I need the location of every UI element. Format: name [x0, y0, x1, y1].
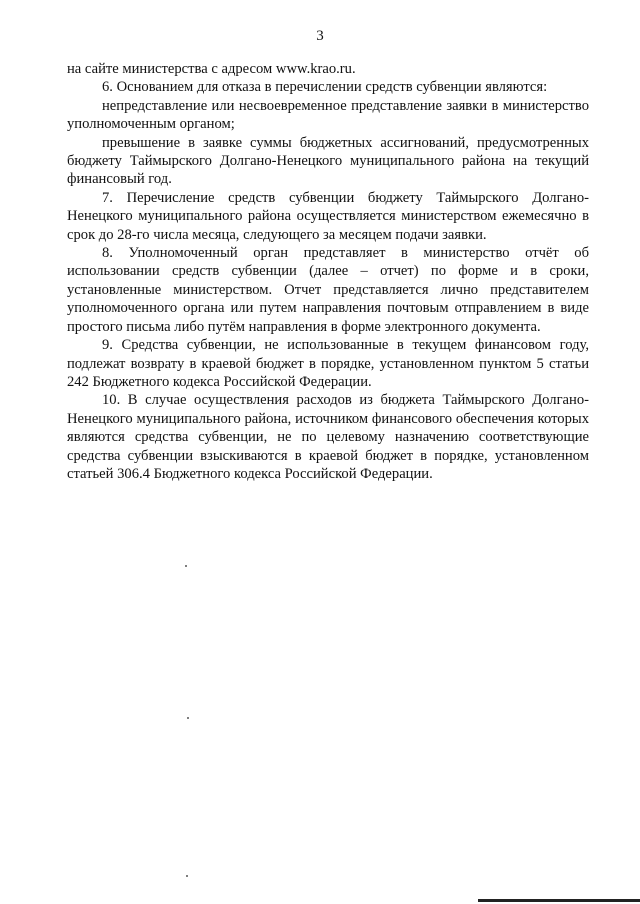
page-number: 3 [316, 28, 324, 44]
paragraph-6: 6. Основанием для отказа в перечислении средств субвенции являются: [102, 79, 548, 96]
paragraph-7: 7. Перечисление средств субвенции бюджету Таймырского Долгано-Ненецкого муниципального района осуществляется министерством ежемесячно в срок до 28-го числа месяца, следующего за месяцем подачи заявки. [67, 189, 589, 243]
scan-edge-line [478, 899, 640, 902]
paragraph-9: 9. Средства субвенции, не использованные в текущем финансовом году, подлежат возврату в краевой бюджет в порядке, установленном пунктом 5 статьи 242 Бюджетного кодекса Российской Федерации. [67, 337, 589, 390]
paragraph-6-item-1: непредставление или несвоевременное представление заявки в министерство уполномоченным органом; [67, 97, 589, 133]
scan-speck [186, 875, 188, 877]
paragraph-8: 8. Уполномоченный орган представляет в министерство отчёт об использовании средств субвенции (далее – отчет) по форме и в сроки, установленные министерством. Отчет представляется лично представителем уполномоченного органа или путем направления почтовым отправлением в виде простого письма либо путём направления в форме электронного документа. [67, 245, 589, 335]
scan-speck [187, 717, 189, 719]
paragraph-continuation: на сайте министерства с адресом www.krao.ru. [67, 61, 356, 77]
paragraph-6-item-2: превышение в заявке суммы бюджетных ассигнований, предусмотренных бюджету Таймырского Долгано-Ненецкого муниципального района на текущий финансовый год. [67, 134, 589, 188]
scan-speck [185, 565, 187, 567]
paragraph-10: 10. В случае осуществления расходов из бюджета Таймырского Долгано-Ненецкого муниципального района, источником финансового обеспечения которых являются средства субвенции, не по целевому назначению соответствующие средства субвенции взыскиваются в краевой бюджет в порядке, установленном статьей 306.4 Бюджетного кодекса Российской Федерации. [67, 392, 589, 482]
document-body [67, 60, 589, 483]
